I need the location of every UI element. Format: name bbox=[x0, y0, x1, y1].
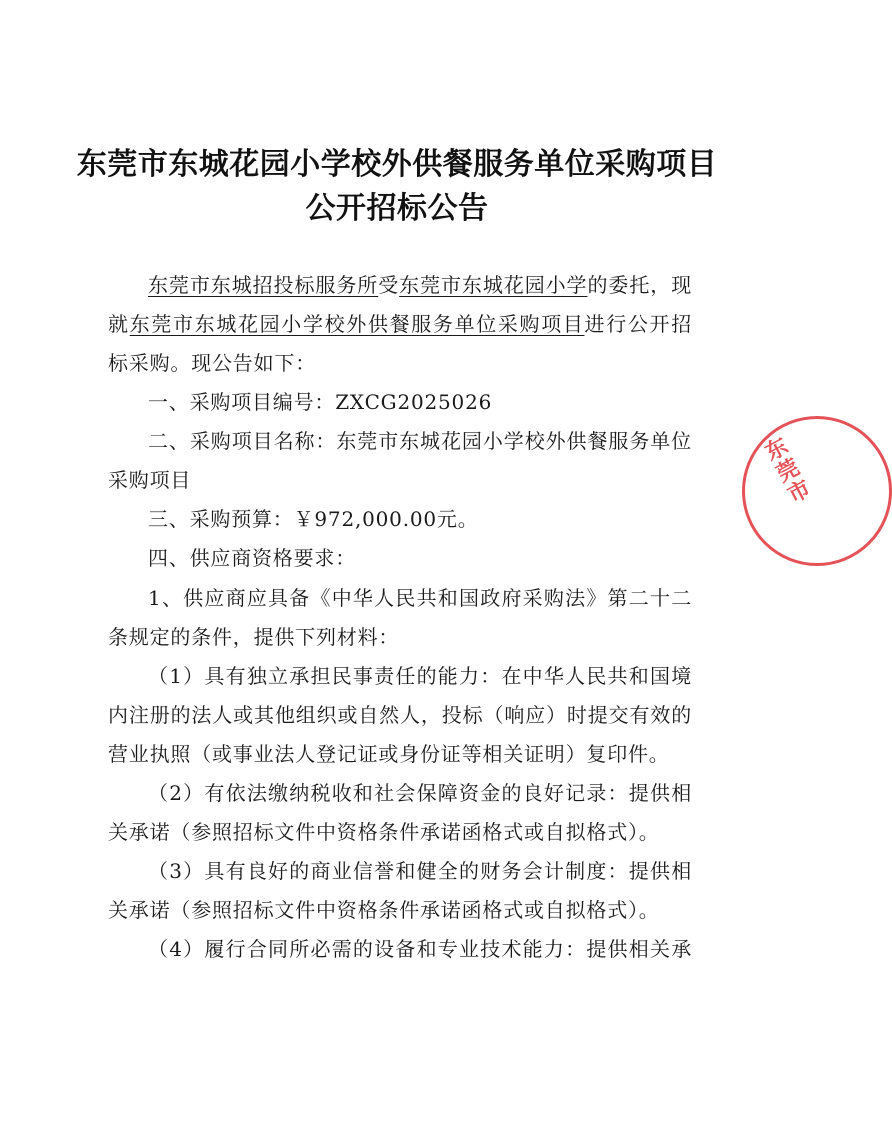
sub-item-3-line1: （3）具有良好的商业信誉和健全的财务会计制度：提供相 bbox=[148, 859, 692, 883]
project-name-line2: 采购项目 bbox=[108, 468, 192, 492]
document-title-line1: 东莞市东城花园小学校外供餐服务单位采购项目 bbox=[76, 147, 718, 182]
project-name: 东莞市东城花园小学校外供餐服务单位采购项目 bbox=[129, 312, 585, 336]
sub-item-3-line2: 关承诺（参照招标文件中资格条件承诺函格式或自拟格式）。 bbox=[108, 898, 660, 922]
qualification-heading: 四、供应商资格要求： bbox=[148, 546, 356, 570]
intro-text4: 进行公开招 bbox=[584, 312, 692, 336]
seal-text: 东莞市 bbox=[758, 433, 815, 510]
requirement-1-line2: 条规定的条件，提供下列材料： bbox=[108, 625, 400, 649]
intro-line2 bbox=[108, 310, 692, 338]
document-title-line2: 公开招标公告 bbox=[305, 191, 489, 226]
official-seal bbox=[742, 416, 892, 566]
requirement-1-line1: 1、供应商应具备《中华人民共和国政府采购法》第二十二 bbox=[148, 586, 692, 610]
agency-name: 东莞市东城招投标服务所 bbox=[148, 273, 379, 297]
project-code: 一、采购项目编号：ZXCG2025026 bbox=[148, 390, 493, 414]
sub-item-1-line3: 营业执照（或事业法人登记证或身份证等相关证明）复印件。 bbox=[108, 742, 670, 766]
intro-text3: 就 bbox=[108, 312, 130, 336]
sub-item-2-line2: 关承诺（参照招标文件中资格条件承诺函格式或自拟格式）。 bbox=[108, 820, 660, 844]
sub-item-1-line2: 内注册的法人或其他组织或自然人，投标（响应）时提交有效的 bbox=[108, 703, 692, 727]
client-name: 东莞市东城花园小学 bbox=[399, 273, 588, 297]
sub-item-1-line1: （1）具有独立承担民事责任的能力：在中华人民共和国境 bbox=[148, 664, 692, 688]
sub-item-4-line1: （4）履行合同所必需的设备和专业技术能力：提供相关承 bbox=[148, 937, 692, 961]
intro-text1: 受 bbox=[378, 273, 400, 297]
intro-line1 bbox=[148, 271, 692, 299]
project-budget: 三、采购预算：￥972,000.00元。 bbox=[148, 507, 479, 531]
intro-line3: 标采购。现公告如下： bbox=[108, 351, 316, 375]
intro-text2: 的委托，现 bbox=[587, 273, 692, 297]
project-name-line1: 二、采购项目名称：东莞市东城花园小学校外供餐服务单位 bbox=[148, 429, 692, 453]
sub-item-2-line1: （2）有依法缴纳税收和社会保障资金的良好记录：提供相 bbox=[148, 781, 692, 805]
